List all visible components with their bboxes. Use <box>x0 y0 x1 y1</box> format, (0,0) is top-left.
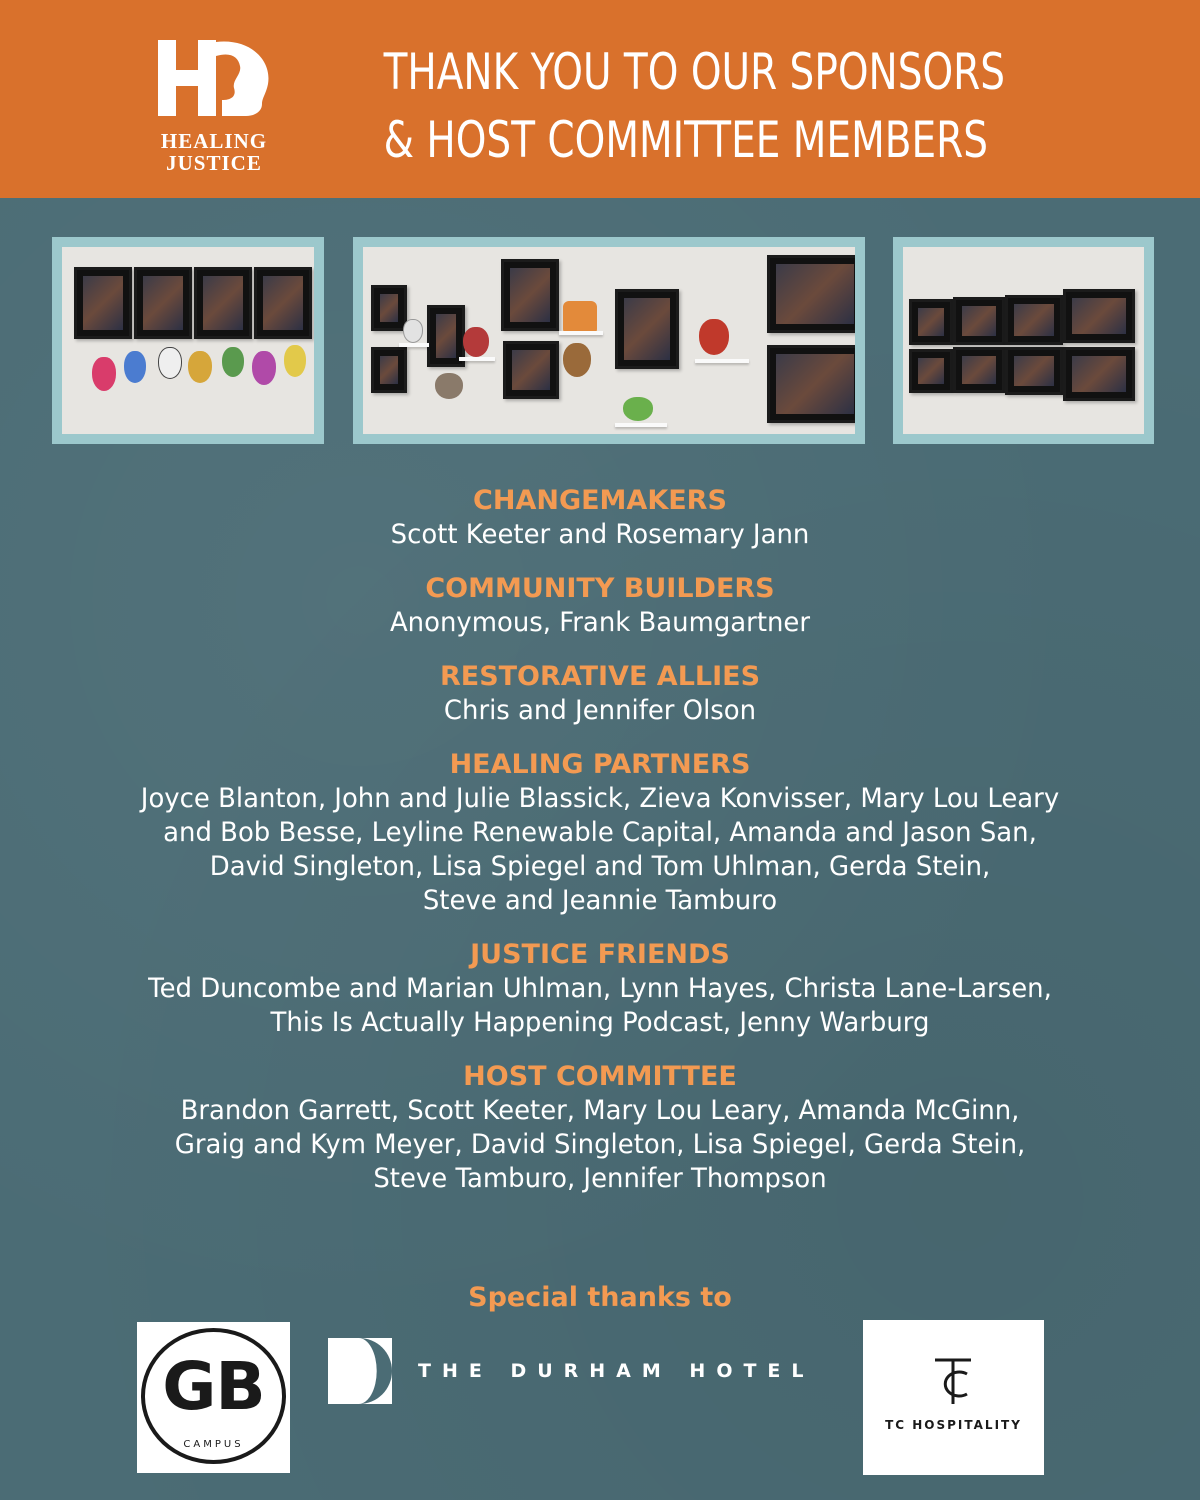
section-names: Chris and Jennifer Olson <box>443 695 757 726</box>
section-title: RESTORATIVE ALLIES <box>439 661 761 692</box>
gallery-photo-masks <box>52 237 324 444</box>
section-names: Joyce Blanton, John and Julie Blassick, Zieva Konvisser, Mary Lou Leary <box>140 783 1060 814</box>
logo-text-justice: JUSTICE <box>166 151 262 175</box>
section-names: Steve Tamburo, Jennifer Thompson <box>373 1163 827 1194</box>
section-changemakers <box>0 484 1200 552</box>
section-names: Steve and Jeannie Tamburo <box>422 885 778 916</box>
durham-hotel-logo-text: THE DURHAM HOTEL <box>418 1360 815 1382</box>
gb-campus-logo <box>137 1322 290 1473</box>
healing-justice-logo <box>150 34 278 176</box>
durham-d-icon <box>328 1338 392 1404</box>
section-names: Ted Duncombe and Marian Uhlman, Lynn Hayes, Christa Lane-Larsen, <box>148 973 1052 1004</box>
gb-logo-subtext: CAMPUS <box>183 1439 244 1450</box>
hj-logo-mark-icon <box>150 34 278 130</box>
title-line-2: & HOST COMMITTEE MEMBERS <box>383 111 988 169</box>
gb-logo-text: GB <box>162 1348 265 1425</box>
section-title: CHANGEMAKERS <box>473 485 727 516</box>
gallery-photo-portraits <box>893 237 1154 444</box>
header-banner <box>0 0 1200 198</box>
sponsor-list <box>0 484 1200 1216</box>
section-title: JUSTICE FRIENDS <box>470 939 730 970</box>
section-restorative-allies <box>0 660 1200 728</box>
section-justice-friends <box>0 938 1200 1040</box>
section-host-committee <box>0 1060 1200 1196</box>
title-line-1: THANK YOU TO OUR SPONSORS <box>383 43 1006 101</box>
section-names: This Is Actually Happening Podcast, Jenny Warburg <box>270 1007 930 1038</box>
section-title: HEALING PARTNERS <box>449 749 751 780</box>
section-names: Brandon Garrett, Scott Keeter, Mary Lou Leary, Amanda McGinn, <box>180 1095 1020 1126</box>
page-title <box>383 38 1006 174</box>
section-community-builders <box>0 572 1200 640</box>
tc-logo-text: TC HOSPITALITY <box>885 1418 1022 1432</box>
logo-text-healing: HEALING <box>160 129 268 153</box>
special-thanks-heading: Special thanks to <box>468 1282 732 1313</box>
section-names: Graig and Kym Meyer, David Singleton, Lisa Spiegel, Gerda Stein, <box>174 1129 1026 1160</box>
section-names: Scott Keeter and Rosemary Jann <box>390 519 810 550</box>
section-names: and Bob Besse, Leyline Renewable Capital, Amanda and Jason San, <box>163 817 1037 848</box>
section-title: HOST COMMITTEE <box>463 1061 737 1092</box>
section-title: COMMUNITY BUILDERS <box>425 573 775 604</box>
section-healing-partners <box>0 748 1200 918</box>
section-names: Anonymous, Frank Baumgartner <box>389 607 811 638</box>
tc-hospitality-logo <box>863 1320 1044 1475</box>
gallery-photo-wall <box>353 237 865 444</box>
section-names: David Singleton, Lisa Spiegel and Tom Uhlman, Gerda Stein, <box>209 851 991 882</box>
tc-monogram-icon <box>927 1354 979 1406</box>
